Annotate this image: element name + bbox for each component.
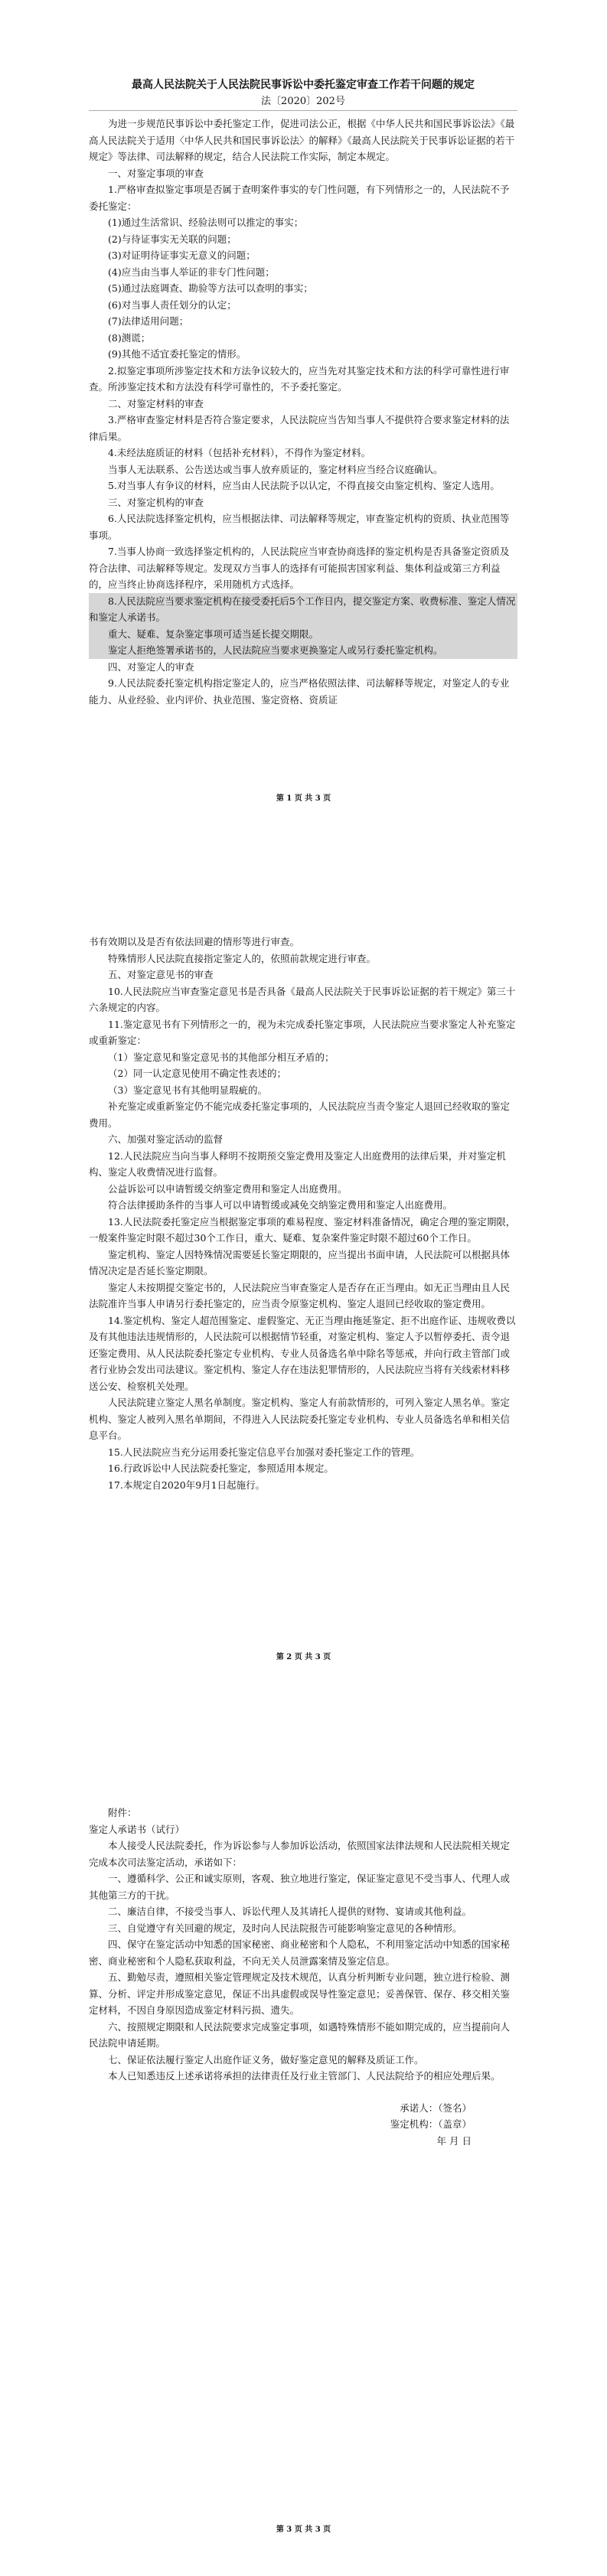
paragraph: 鉴定人拒绝签署承诺书的，人民法院应当要求更换鉴定人或另行委托鉴定机构。	[89, 642, 517, 659]
paragraph: 特殊情形人民法院直接指定鉴定人的，依照前款规定进行审查。	[108, 952, 377, 964]
paragraph: (4)应当由当事人举证的非专门性问题；	[108, 266, 275, 278]
paragraph: 15.人民法院应当充分运用委托鉴定信息平台加强对委托鉴定工作的管理。	[108, 1446, 420, 1458]
page-number-3: 第 3 页 共 3 页	[276, 2525, 331, 2534]
paragraph: 附件：	[108, 1807, 137, 1818]
paragraph: 书有效期以及是否有依法回避的情形等进行审查。	[89, 936, 300, 947]
paragraph: 重大、疑难、复杂鉴定事项可适当延长提交期限。	[89, 626, 517, 643]
paragraph: 5.对当事人有争议的材料，应当由人民法院予以认定，不得直接交由鉴定机构、鉴定人选用。	[108, 480, 500, 491]
paragraph: （3）鉴定意见书有其他明显瑕疵的。	[108, 1084, 267, 1096]
paragraph: 五、勤勉尽责，遵照相关鉴定管理规定及技术规范，认真分析判断专业问题，独立进行检验、测算、分析、评定并形成鉴定意见，保证不出具虚假或误导性鉴定意见；妥善保管、保存、移交相关鉴定材料，不因自身原因造成鉴定材料污损、遗失。	[89, 1971, 511, 2016]
paragraph: 一、对鉴定事项的审查	[108, 167, 204, 179]
paragraph: (6)对当事人责任划分的认定；	[108, 298, 237, 311]
paragraph: 10.人民法院应当审查鉴定意见书是否具备《最高人民法院关于民事诉讼证据的若干规定》第三十六条规定的内容。	[89, 985, 516, 1013]
paragraph: 三、自觉遵守有关回避的规定，及时向人民法院报告可能影响鉴定意见的各种情形。	[108, 1922, 462, 1934]
paragraph: 二、廉洁自律，不接受当事人、诉讼代理人及其请托人提供的财物、宴请或其他利益。	[108, 1906, 472, 1917]
paragraph: （1）鉴定意见和鉴定意见书的其他部分相互矛盾的；	[108, 1051, 335, 1063]
page-1-paragraphs	[89, 116, 517, 708]
paragraph: (8)测谎；	[108, 331, 151, 344]
paragraph: 本人已知悉违反上述承诺将承担的法律责任及行业主管部门、人民法院给予的相应处理后果。	[108, 2070, 501, 2082]
document-title: 最高人民法院关于人民法院民事诉讼中委托鉴定审查工作若干问题的规定	[132, 79, 475, 91]
paragraph: 为进一步规范民事诉讼中委托鉴定工作，促进司法公正，根据《中华人民共和国民事诉讼法》《最高人民法院关于适用〈中华人民共和国民事诉讼法〉的解释》《最高人民法院关于民事诉讼证据的若干规定》等法律、司法解释的规定，结合人民法院工作实际，制定本规定。	[89, 118, 515, 162]
page-number-1: 第 1 页 共 3 页	[276, 794, 331, 803]
paragraph: 五、对鉴定意见书的审查	[108, 969, 214, 980]
page-2-content	[89, 934, 517, 1493]
page-2-paragraphs	[89, 934, 517, 1493]
paragraph: 四、保守在鉴定活动中知悉的国家秘密、商业秘密和个人隐私，不利用鉴定活动中知悉的国家秘密、商业秘密和个人隐私获取利益，不向无关人员泄露案情及鉴定信息。	[89, 1939, 511, 1967]
page-1	[0, 0, 607, 859]
paragraph: 13.人民法院委托鉴定应当根据鉴定事项的难易程度、鉴定材料准备情况，确定合理的鉴定期限，一般案件鉴定时限不超过30个工作日，重大、疑难、复杂案件鉴定时限不超过60个工作日。	[89, 1215, 516, 1244]
paragraph: 当事人无法联系、公告送达或当事人放弃质证的，鉴定材料应当经合议庭确认。	[108, 463, 443, 475]
document-number: 法〔2020〕202号	[89, 93, 517, 111]
paragraph: 1.严格审查拟鉴定事项是否属于查明案件事实的专门性问题，有下列情形之一的，人民法院不予委托鉴定：	[89, 184, 510, 212]
paragraph: 符合法律援助条件的当事人可以申请暂缓或减免交纳鉴定费用和鉴定人出庭费用。	[108, 1199, 453, 1211]
page-number-2: 第 2 页 共 3 页	[276, 1653, 331, 1661]
signature-org: 鉴定机构：（盖章）	[390, 2118, 472, 2130]
paragraph: 9.人民法院委托鉴定机构指定鉴定人的，应当严格依照法律、司法解释等规定，对鉴定人的专业能力、从业经验、业内评价、执业范围、鉴定资格、资质证	[89, 677, 510, 706]
paragraph: 11.鉴定意见书有下列情形之一的，视为未完成委托鉴定事项，人民法院应当要求鉴定人补充鉴定或重新鉴定：	[89, 1018, 516, 1046]
paragraph: 16.行政诉讼中人民法院委托鉴定，参照适用本规定。	[108, 1462, 334, 1474]
paragraph: (3)对证明待证事实无意义的问题；	[108, 249, 256, 261]
page-2	[0, 859, 607, 1717]
paragraph: (7)法律适用问题；	[108, 315, 189, 327]
paragraph: 鉴定人未按期提交鉴定书的，人民法院应当审查鉴定人是否存在正当理由。如无正当理由且人民法院准许当事人申请另行委托鉴定的，应当责令原鉴定机构、鉴定人退回已经收取的鉴定费用。	[89, 1281, 511, 1309]
paragraph: 6.人民法院选择鉴定机构，应当根据法律、司法解释等规定，审查鉴定机构的资质、执业范围等事项。	[89, 513, 510, 541]
paragraph: 7.当事人协商一致选择鉴定机构的，人民法院应当审查协商选择的鉴定机构是否具备鉴定资质及符合法律、司法解释等规定。发现双方当事人的选择有可能损害国家利益、集体利益或第三方利益的，应当终止协商选择程序，采用随机方式选择。	[89, 546, 510, 590]
paragraph: 12.人民法院应当向当事人释明不按期预交鉴定费用及鉴定人出庭费用的法律后果，并对鉴定机构、鉴定人收费情况进行监督。	[89, 1149, 506, 1178]
paragraph: 七、保证依法履行鉴定人出庭作证义务，做好鉴定意见的解释及质证工作。	[108, 2053, 424, 2066]
paragraph: 二、对鉴定材料的审查	[108, 397, 204, 409]
paragraph: 3.严格审查鉴定材料是否符合鉴定要求，人民法院应当告知当事人不提供符合要求鉴定材料的法律后果。	[89, 414, 510, 442]
paragraph: 4.未经法庭质证的材料（包括补充材料），不得作为鉴定材料。	[108, 447, 371, 458]
paragraph: 8.人民法院应当要求鉴定机构在接受委托后5个工作日内，提交鉴定方案、收费标准、鉴定人情况和鉴定人承诺书。	[89, 593, 517, 626]
paragraph: 人民法院建立鉴定人黑名单制度。鉴定机构、鉴定人有前款情形的，可列入鉴定人黑名单。鉴定机构、鉴定人被列入黑名单期间，不得进入人民法院委托鉴定专业机构、专业人员备选名单和相关信息平台。	[89, 1397, 511, 1441]
signature-date: 年 月 日	[436, 2134, 472, 2147]
signature-person: 承诺人：（签名）	[400, 2102, 472, 2114]
page-3	[0, 1717, 607, 2576]
paragraph: (5)通过法庭调查、勘验等方法可以查明的事实；	[108, 282, 313, 294]
paragraph: (2)与待证事实无关联的问题；	[108, 233, 237, 245]
paragraph: (1)通过生活常识、经验法则可以推定的事实；	[108, 217, 304, 228]
paragraph: （2）同一认定意见使用不确定性表述的；	[108, 1068, 286, 1079]
paragraph: 一、遵循科学、公正和诚实原则，客观、独立地进行鉴定，保证鉴定意见不受当事人、代理人或其他第三方的干扰。	[89, 1873, 511, 1901]
paragraph: 14.鉴定机构、鉴定人超范围鉴定、虚假鉴定、无正当理由拖延鉴定、拒不出庭作证、违规收费以及有其他违法违规情形的，人民法院可以根据情节轻重，对鉴定机构、鉴定人予以暂停委托、责令退还鉴定费用、从人民法院委托鉴定专业机构、专业人员备选名单中除名等惩戒，并向行政主管部门或者行业协会发出司法建议。鉴定机构、鉴定人存在违法犯罪情形的，人民法院应当将有关线索材料移送公安、检察机关处理。	[89, 1314, 516, 1392]
page-3-content	[89, 1805, 517, 2149]
paragraph: 2.拟鉴定事项所涉鉴定技术和方法争议较大的，应当先对其鉴定技术和方法的科学可靠性进行审查。所涉鉴定技术和方法没有科学可靠性的，不予委托鉴定。	[89, 364, 510, 393]
paragraph: 六、按照规定期限和人民法院要求完成鉴定事项，如遇特殊情形不能如期完成的，应当提前向人民法院申请延期。	[89, 2020, 511, 2049]
paragraph: 三、对鉴定机构的审查	[108, 496, 204, 508]
paragraph: 鉴定人承诺书（试行）	[89, 1823, 185, 1835]
paragraph: 本人接受人民法院委托，作为诉讼参与人参加诉讼活动，依照国家法律法规和人民法院相关规定完成本次司法鉴定活动，承诺如下：	[89, 1840, 511, 1868]
paragraph: 鉴定机构、鉴定人因特殊情况需要延长鉴定期限的，应当提出书面申请，人民法院可以根据具体情况决定是否延长鉴定期限。	[89, 1248, 511, 1277]
paragraph: 公益诉讼可以申请暂缓交纳鉴定费用和鉴定人出庭费用。	[108, 1182, 348, 1195]
page-1-content	[89, 77, 517, 708]
paragraph: 六、加强对鉴定活动的监督	[108, 1133, 224, 1145]
paragraph: 补充鉴定或重新鉴定仍不能完成委托鉴定事项的，人民法院应当责令鉴定人退回已经收取的鉴定费用。	[89, 1101, 511, 1129]
paragraph: 17.本规定自2020年9月1日起施行。	[108, 1479, 266, 1491]
paragraph: (9)其他不适宜委托鉴定的情形。	[108, 348, 246, 360]
page-3-paragraphs	[89, 1805, 517, 2085]
paragraph: 四、对鉴定人的审查	[108, 660, 194, 673]
